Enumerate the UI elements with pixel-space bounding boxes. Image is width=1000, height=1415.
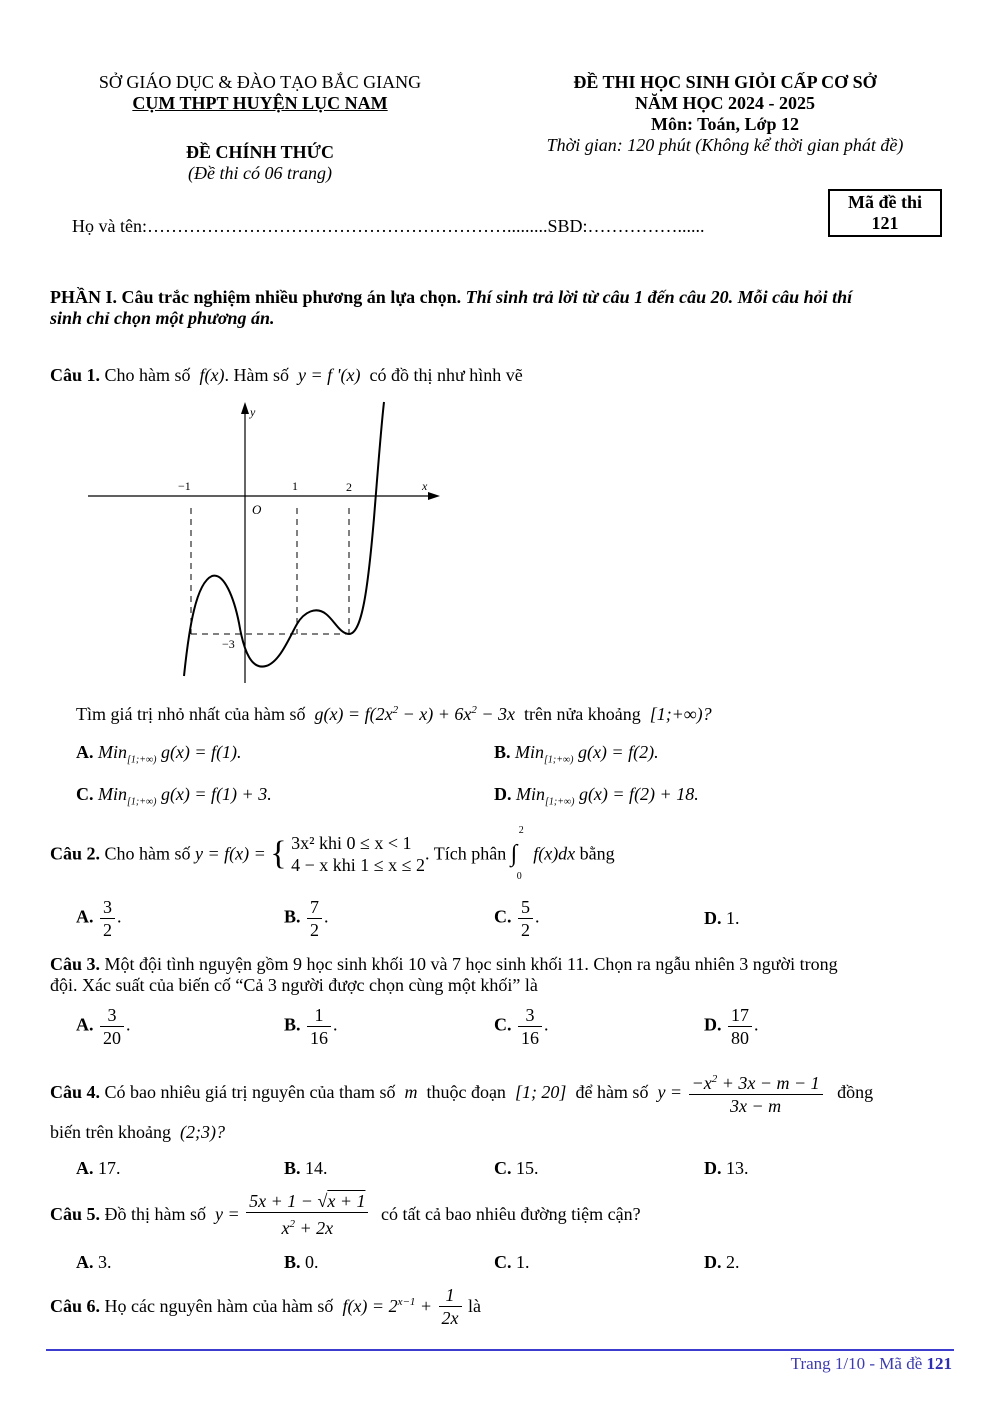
q4-option-d-value: 13 [726, 1158, 744, 1178]
q2-option-d[interactable]: D. 1. [704, 908, 740, 928]
tick-x-neg1: −1 [178, 479, 191, 493]
q3-option-c-frac [518, 1004, 542, 1049]
q1-option-b-label: B. [494, 742, 511, 762]
q2-text-b: . Tích phân [425, 843, 507, 864]
q5-option-b[interactable]: B. 0. [284, 1252, 319, 1272]
footer-text: Trang 1/10 - Mã đề [790, 1354, 927, 1373]
question-3 [50, 954, 955, 996]
q3-label: Câu 3. [50, 954, 101, 974]
q4-option-c[interactable]: C. 15. [494, 1158, 539, 1178]
q2-option-c-label: C. [494, 906, 512, 927]
exam-title: ĐỀ THI HỌC SINH GIỎI CẤP CƠ SỞ [573, 72, 877, 92]
q4-option-d-label: D. [704, 1158, 722, 1178]
tick-x-2: 2 [346, 480, 352, 494]
tick-x-1: 1 [292, 479, 298, 493]
q1-text-c: có đồ thị như hình vẽ [369, 365, 523, 385]
q3-option-c-label: C. [494, 1014, 512, 1035]
q3-option-d[interactable]: D. $\frac{17}{80}$ . [704, 1005, 759, 1048]
q2-brace: { [270, 835, 287, 872]
official-block [60, 142, 460, 184]
q4-segment: [1; 20] [510, 1082, 571, 1102]
q3-option-c[interactable]: C. $\frac{3}{16}$ . [494, 1005, 549, 1048]
q1-yfprime: y = f '(x) [293, 365, 365, 385]
origin-label: O [252, 502, 262, 517]
q2-integral: ∫ 2 0 [510, 824, 524, 882]
q4-fraction: $\frac{-x^2 + 3x - m - 1}{3x - m}$ [689, 1068, 823, 1117]
q1-option-d-math: Min$_{[1;+\infty)}$ g(x) = f(2) + 18. [516, 784, 699, 808]
q1-option-a-math: Min$_{[1;+\infty)}$ g(x) = f(1). [98, 742, 242, 766]
q1-option-b-math: Min$_{[1;+\infty)}$ g(x) = f(2). [515, 742, 659, 766]
q1-option-a[interactable] [76, 742, 242, 766]
q3-option-b-den: 16 [310, 1028, 329, 1048]
q3-option-d-label: D. [704, 1014, 722, 1035]
q5-y: y = [210, 1204, 240, 1224]
q2-option-a-den: 2 [103, 920, 112, 940]
q3-option-a-label: A. [76, 1014, 94, 1035]
q2-option-b-label: B. [284, 906, 301, 927]
exam-code-label: Mã đề thi [848, 192, 922, 212]
q2-case-1: 3x² khi 0 ≤ x < 1 [291, 833, 412, 853]
q2-text-c: bằng [579, 843, 615, 864]
q2-option-d-value: 1 [726, 908, 735, 928]
q1-derivative-graph [84, 398, 444, 688]
tick-y-neg3: −3 [222, 637, 235, 651]
q2-option-b-num: 7 [307, 896, 322, 919]
q2-option-a-label: A. [76, 906, 94, 927]
q4-y: y = [652, 1082, 683, 1102]
q1-text-a: Cho hàm số [104, 365, 191, 385]
footer-divider [46, 1349, 954, 1351]
q5-text-b: có tất cả bao nhiêu đường tiệm cận? [380, 1204, 641, 1224]
q5-option-c-label: C. [494, 1252, 512, 1272]
q2-integrand: f(x)dx [533, 843, 576, 864]
q5-fraction: $\frac{5x + 1 - √x + 1}{x^2 + 2x}$ [246, 1190, 368, 1239]
q2-option-c[interactable]: C. $\frac{5}{2}$ . [494, 897, 540, 940]
y-label: y [250, 405, 256, 419]
q3-option-a-den: 20 [103, 1028, 121, 1048]
exam-code: 121 [871, 213, 899, 233]
question-2 [50, 824, 615, 882]
q2-option-d-label: D. [704, 908, 722, 928]
q5-option-b-value: 0 [305, 1252, 315, 1272]
q1-option-a-label: A. [76, 742, 94, 762]
q1-option-d[interactable] [494, 784, 699, 808]
q2-case-2: 4 − x khi 1 ≤ x ≤ 2 [291, 855, 426, 875]
q1-gx: $g(x) = f(2x^2 - x) + 6x^2 - 3x$ [309, 704, 520, 724]
q4-option-a[interactable]: A. 17. [76, 1158, 121, 1178]
q2-cases [291, 832, 425, 876]
q6-fx: $f(x) = 2^{x-1}$ + [337, 1296, 433, 1316]
q3-option-a[interactable]: A. $\frac{3}{20}$ . [76, 1005, 131, 1048]
q5-option-a-label: A. [76, 1252, 94, 1272]
q1-label: Câu 1. [50, 365, 101, 385]
q1-interval: [1;+∞)? [645, 704, 712, 724]
q6-label: Câu 6. [50, 1296, 101, 1316]
q1-ask [76, 704, 712, 725]
q5-option-c-value: 1 [516, 1252, 525, 1272]
x-label: x [422, 479, 428, 493]
q4-option-b-label: B. [284, 1158, 301, 1178]
q3-option-b-label: B. [284, 1014, 301, 1035]
q5-option-d-label: D. [704, 1252, 722, 1272]
y-axis-arrow [241, 402, 249, 414]
pages-note: (Đề thi có 06 trang) [188, 163, 332, 183]
x-axis-arrow [428, 492, 440, 500]
q3-option-c-den: 16 [521, 1028, 539, 1048]
official-label: ĐỀ CHÍNH THỨC [185, 142, 335, 162]
q1-ask-b: trên nửa khoảng [523, 704, 641, 724]
header-left [60, 72, 460, 114]
q5-option-b-label: B. [284, 1252, 301, 1272]
q5-option-d-value: 2 [726, 1252, 735, 1272]
q1-text-b: . Hàm số [224, 365, 290, 385]
question-4 [50, 1068, 873, 1118]
q2-label: Câu 2. [50, 843, 101, 864]
q3-option-b-frac [307, 1004, 331, 1049]
part1-title-bold: PHẦN I. Câu trắc nghiệm nhiều phương án lựa chọn. [50, 287, 462, 307]
q3-line-1: Một đội tình nguyện gồm 9 học sinh khối 10 và 7 học sinh khối 11. Chọn ra ngẫu nhiên 3 người trong [104, 954, 838, 974]
q3-line-2: đội. Xác suất của biến cố “Cả 3 người được chọn cùng một khối” là [50, 975, 538, 995]
q6-fraction: $\frac{1}{2x}$ [439, 1284, 462, 1329]
q2-option-b[interactable]: B. $\frac{7}{2}$ . [284, 897, 329, 940]
q3-option-d-den: 80 [731, 1028, 749, 1048]
q3-option-c-num: 3 [518, 1004, 542, 1027]
derivative-curve [184, 402, 384, 676]
q6-text-b: là [468, 1296, 482, 1316]
name-line: Họ và tên:…………………………………………………….........SBD:……………...... [72, 216, 705, 236]
q5-option-a-value: 3 [98, 1252, 107, 1272]
q5-option-c[interactable]: C. 1. [494, 1252, 530, 1272]
q5-option-a[interactable]: A. 3. [76, 1252, 112, 1272]
q2-text-a: Cho hàm số [104, 843, 191, 864]
exam-time: Thời gian: 120 phút (Không kể thời gian phát đề) [546, 135, 904, 155]
q3-option-b[interactable]: B. $\frac{1}{16}$ . [284, 1005, 338, 1048]
q4-interval: (2;3)? [175, 1122, 225, 1142]
part1-title [50, 287, 955, 329]
q2-option-c-den: 2 [521, 920, 530, 940]
q4-line-2 [50, 1122, 225, 1143]
question-6 [50, 1284, 481, 1334]
q4-option-c-label: C. [494, 1158, 512, 1178]
q3-option-a-frac [100, 1004, 124, 1049]
subject: Môn: Toán, Lớp 12 [650, 114, 800, 134]
question-1 [50, 365, 523, 386]
part1-title-italic: Thí sinh trả lời từ câu 1 đến câu 20. Mỗi câu hỏi thí [461, 287, 853, 307]
q2-option-c-num: 5 [518, 896, 533, 919]
q3-option-b-num: 1 [307, 1004, 331, 1027]
q2-option-b-frac [307, 896, 322, 941]
exam-code-box [828, 189, 942, 237]
q3-option-d-num: 17 [728, 1004, 752, 1027]
q1-option-b[interactable] [494, 742, 659, 766]
q5-label: Câu 5. [50, 1204, 101, 1224]
q1-option-d-label: D. [494, 784, 512, 804]
q4-text-b: thuộc đoạn [426, 1082, 506, 1102]
q4-param: m [399, 1082, 422, 1102]
q4-label: Câu 4. [50, 1082, 101, 1102]
guide-lines [191, 508, 349, 634]
q1-option-c-label: C. [76, 784, 94, 804]
q2-option-c-frac [518, 896, 533, 941]
q4-text-a: Có bao nhiêu giá trị nguyên của tham số [104, 1082, 396, 1102]
q1-option-c-math: Min$_{[1;+\infty)}$ g(x) = f(1) + 3. [98, 784, 272, 808]
q3-option-d-frac [728, 1004, 752, 1049]
question-5 [50, 1190, 641, 1242]
q6-text-a: Họ các nguyên hàm của hàm số [104, 1296, 334, 1316]
school-year: NĂM HỌC 2024 - 2025 [635, 93, 815, 113]
footer-code: 121 [926, 1354, 952, 1373]
q2-option-a-num: 3 [100, 896, 115, 919]
page-footer [791, 1354, 952, 1374]
q2-option-a[interactable]: A. $\frac{3}{2}$ . [76, 897, 122, 940]
q3-option-a-num: 3 [100, 1004, 124, 1027]
q1-fx: f(x) [195, 365, 225, 385]
department-name: SỞ GIÁO DỤC & ĐÀO TẠO BẮC GIANG [98, 72, 422, 92]
q1-option-c[interactable] [76, 784, 272, 808]
q2-fx: y = f(x) = [195, 843, 266, 864]
q5-text-a: Đồ thị hàm số [104, 1204, 207, 1224]
q4-line-2-text: biến trên khoảng [50, 1122, 171, 1142]
part1-title-italic-2: sinh chỉ chọn một phương án. [50, 308, 275, 328]
q2-option-b-den: 2 [310, 920, 320, 940]
q4-option-c-value: 15 [516, 1158, 534, 1178]
header-right [490, 72, 960, 156]
q4-option-b-value: 14 [305, 1158, 324, 1178]
q1-ask-a: Tìm giá trị nhỏ nhất của hàm số [76, 704, 306, 724]
q4-text-c: để hàm số [575, 1082, 649, 1102]
q4-text-d: đồng [837, 1082, 874, 1102]
q4-option-a-value: 17 [98, 1158, 116, 1178]
q5-option-d[interactable]: D. 2. [704, 1252, 740, 1272]
q2-option-a-frac [100, 896, 115, 941]
q4-option-a-label: A. [76, 1158, 94, 1178]
cluster-name: CỤM THPT HUYỆN LỤC NAM [132, 93, 388, 113]
q4-option-b[interactable]: B. 14. [284, 1158, 328, 1178]
q4-option-d[interactable]: D. 13. [704, 1158, 749, 1178]
